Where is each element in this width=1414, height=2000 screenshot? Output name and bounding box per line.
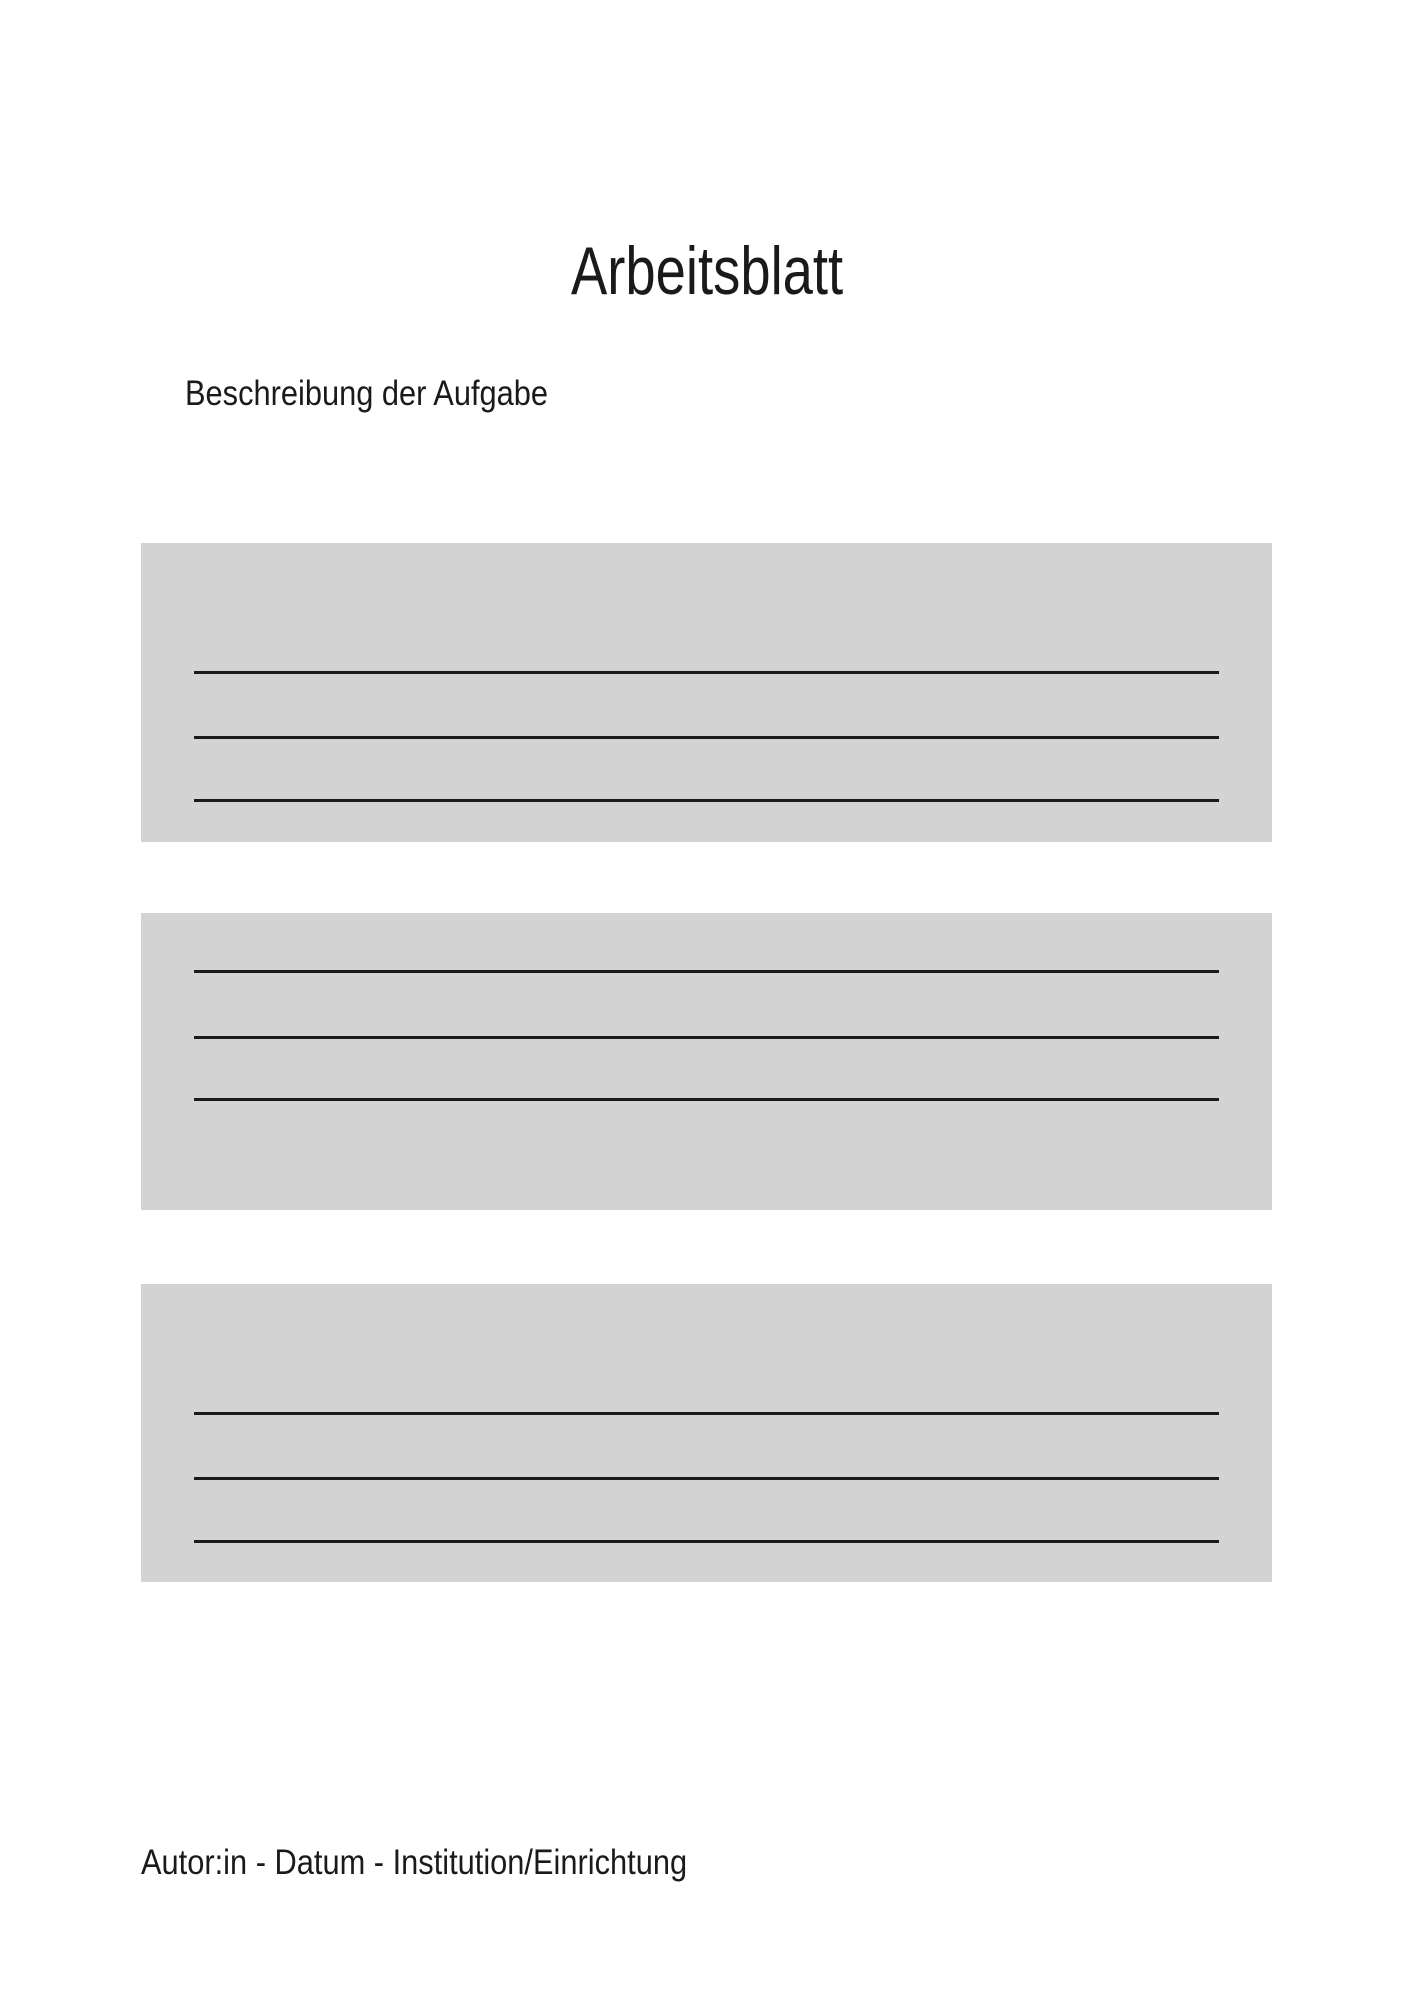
writing-line [194,970,1219,973]
worksheet-title [0,233,1414,309]
writing-line [194,1098,1219,1101]
answer-box-3[interactable] [141,1284,1272,1582]
author-footer [141,1845,762,1880]
writing-line [194,1412,1219,1415]
writing-line [194,799,1219,802]
writing-line [194,1477,1219,1480]
task-description [185,376,598,411]
writing-line [194,736,1219,739]
writing-line [194,1540,1219,1543]
answer-box-2[interactable] [141,913,1272,1210]
answer-box-1[interactable] [141,543,1272,842]
writing-line [194,1036,1219,1039]
writing-line [194,671,1219,674]
author-footer-text: Autor:in - Datum - Institution/Einrichtung [141,1843,688,1882]
task-description-text: Beschreibung der Aufgabe [185,374,549,413]
worksheet-title-text: Arbeitsblatt [570,233,844,309]
